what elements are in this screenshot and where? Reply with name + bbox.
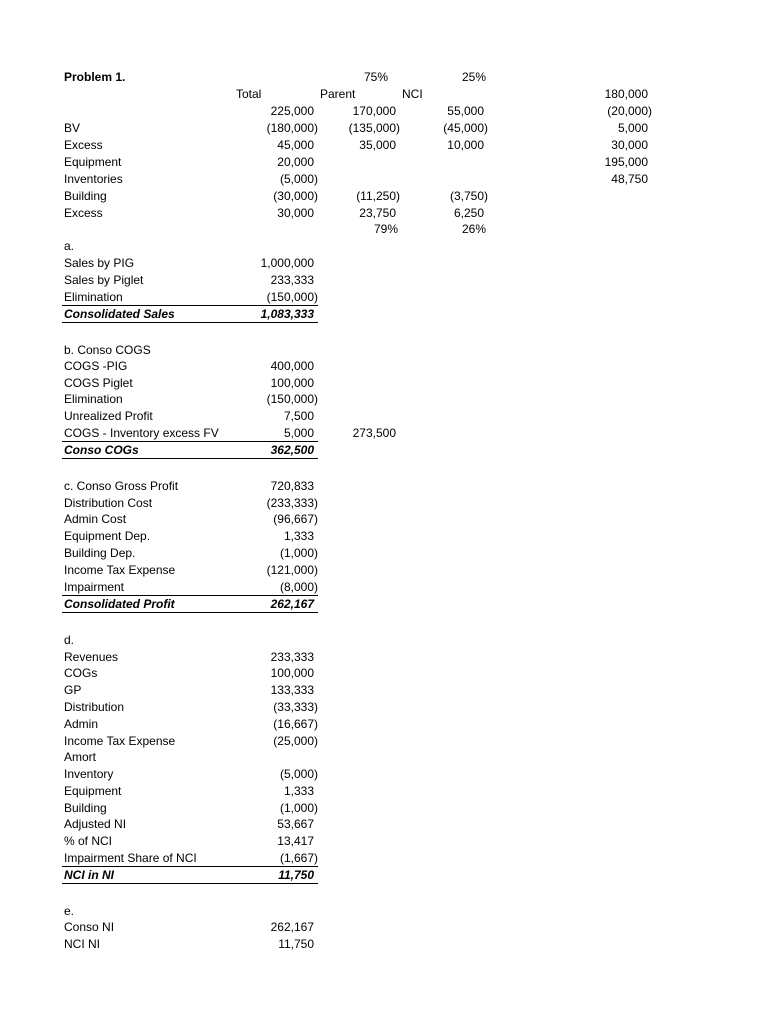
nci-value: (1,667): [279, 851, 318, 865]
profit-value: (1,000): [279, 546, 318, 560]
profit-label: Building Dep.: [64, 546, 136, 560]
total-rule: [62, 866, 318, 867]
section-b-heading: b. Conso COGS: [64, 343, 151, 357]
profit-label: Income Tax Expense: [64, 563, 176, 577]
sales-label: Sales by PIG: [64, 256, 135, 270]
alloc-parent-value: (11,250): [356, 189, 400, 203]
nci-value: 13,417: [277, 834, 314, 848]
alloc-parent-value: (135,000): [348, 121, 400, 135]
alloc-label: Equipment: [64, 155, 122, 169]
parent-share-percent: 79%: [373, 222, 398, 236]
cogs-value: (150,000): [266, 392, 318, 406]
total-underline: [62, 458, 318, 459]
nci-value: (5,000): [279, 767, 318, 781]
nci-value: (1,000): [279, 801, 318, 815]
section-d-heading: d.: [64, 633, 75, 647]
consolidated-profit-value: 262,167: [270, 597, 314, 611]
nci-label: Impairment Share of NCI: [64, 851, 197, 865]
profit-value: (96,667): [273, 512, 318, 526]
total-underline: [62, 883, 318, 884]
nci-label: GP: [64, 683, 82, 697]
profit-value: (233,333): [266, 496, 318, 510]
side-value: 48,750: [611, 172, 648, 186]
nci-percent: 25%: [461, 70, 486, 84]
side-value: 195,000: [604, 155, 648, 169]
profit-label: c. Conso Gross Profit: [64, 479, 179, 493]
problem-title: Problem 1.: [64, 70, 126, 84]
cogs-label: COGS - Inventory excess FV: [64, 426, 219, 440]
sales-label: Elimination: [64, 290, 123, 304]
alloc-parent-value: 35,000: [359, 138, 396, 152]
alloc-nci-value: 10,000: [447, 138, 484, 152]
nci-value: 133,333: [270, 683, 314, 697]
total-underline: [62, 612, 318, 613]
nci-label: Revenues: [64, 650, 119, 664]
alloc-parent-value: 23,750: [359, 206, 396, 220]
alloc-nci-value: 55,000: [447, 104, 484, 118]
cogs-label: COGS Piglet: [64, 376, 133, 390]
parent-percent: 75%: [363, 70, 388, 84]
profit-value: 1,333: [283, 529, 314, 543]
alloc-total-value: 20,000: [277, 155, 314, 169]
nci-label: Inventory: [64, 767, 114, 781]
cogs-value: 100,000: [270, 376, 314, 390]
nci-label: Admin: [64, 717, 99, 731]
alloc-total-value: 45,000: [277, 138, 314, 152]
sales-value: 1,000,000: [260, 256, 314, 270]
side-value: 5,000: [617, 121, 648, 135]
col-header-nci: NCI: [402, 87, 423, 101]
nci-value: 53,667: [277, 817, 314, 831]
profit-label: Admin Cost: [64, 512, 127, 526]
nci-value: 100,000: [270, 666, 314, 680]
nci-value: (33,333): [273, 700, 318, 714]
consolidated-sales-value: 1,083,333: [260, 307, 314, 321]
nci-value: 233,333: [270, 650, 314, 664]
sales-value: (150,000): [266, 290, 318, 304]
side-value: 180,000: [604, 87, 648, 101]
alloc-label: Excess: [64, 206, 103, 220]
alloc-label: Excess: [64, 138, 103, 152]
ni-label: Conso NI: [64, 920, 115, 934]
nci-label: % of NCI: [64, 834, 113, 848]
alloc-total-value: (5,000): [279, 172, 318, 186]
nci-share-percent: 26%: [461, 222, 486, 236]
consolidated-profit-label: Consolidated Profit: [64, 597, 175, 611]
profit-label: Distribution Cost: [64, 496, 153, 510]
cogs-value: 7,500: [283, 409, 314, 423]
conso-cogs-value: 362,500: [270, 443, 314, 457]
alloc-nci-value: 6,250: [453, 206, 484, 220]
cogs-label: Unrealized Profit: [64, 409, 153, 423]
alloc-total-value: 225,000: [270, 104, 314, 118]
alloc-total-value: (30,000): [273, 189, 318, 203]
alloc-label: Inventories: [64, 172, 123, 186]
sales-label: Sales by Piglet: [64, 273, 144, 287]
total-rule: [62, 305, 318, 306]
cogs-label: COGS -PIG: [64, 359, 128, 373]
profit-value: (8,000): [279, 580, 318, 594]
alloc-total-value: 30,000: [277, 206, 314, 220]
alloc-nci-value: (45,000): [443, 121, 488, 135]
total-rule: [62, 441, 318, 442]
nci-in-ni-value: 11,750: [278, 868, 314, 882]
ni-value: 262,167: [270, 920, 314, 934]
alloc-nci-value: (3,750): [449, 189, 488, 203]
alloc-parent-value: 170,000: [352, 104, 396, 118]
profit-value: (121,000): [266, 563, 318, 577]
cogs-value: 400,000: [270, 359, 314, 373]
nci-value: (25,000): [273, 734, 318, 748]
profit-label: Equipment Dep.: [64, 529, 151, 543]
sales-value: 233,333: [270, 273, 314, 287]
side-value: 30,000: [611, 138, 648, 152]
alloc-total-value: (180,000): [266, 121, 318, 135]
cogs-value: 5,000: [283, 426, 314, 440]
total-rule: [62, 595, 318, 596]
side-value: (20,000): [607, 104, 652, 118]
nci-label: Amort: [64, 750, 97, 764]
nci-in-ni-label: NCI in NI: [64, 868, 114, 882]
col-header-parent: Parent: [320, 87, 356, 101]
col-header-total: Total: [236, 87, 262, 101]
nci-label: COGs: [64, 666, 98, 680]
section-e-heading: e.: [64, 904, 75, 918]
profit-label: Impairment: [64, 580, 125, 594]
profit-value: 720,833: [270, 479, 314, 493]
alloc-label: Building: [64, 189, 107, 203]
total-underline: [62, 322, 318, 323]
nci-value: (16,667): [273, 717, 318, 731]
nci-label: Equipment: [64, 784, 122, 798]
nci-label: Income Tax Expense: [64, 734, 176, 748]
nci-label: Distribution: [64, 700, 125, 714]
ni-label: NCI NI: [64, 937, 100, 951]
section-a-heading: a.: [64, 239, 75, 253]
nci-label: Building: [64, 801, 107, 815]
consolidated-sales-label: Consolidated Sales: [64, 307, 175, 321]
ni-value: 11,750: [278, 937, 314, 951]
cogs-label: Elimination: [64, 392, 123, 406]
nci-value: 1,333: [283, 784, 314, 798]
conso-cogs-label: Conso COGs: [64, 443, 139, 457]
nci-label: Adjusted NI: [64, 817, 127, 831]
alloc-label: BV: [64, 121, 81, 135]
cogs-extra-value: 273,500: [352, 426, 396, 440]
